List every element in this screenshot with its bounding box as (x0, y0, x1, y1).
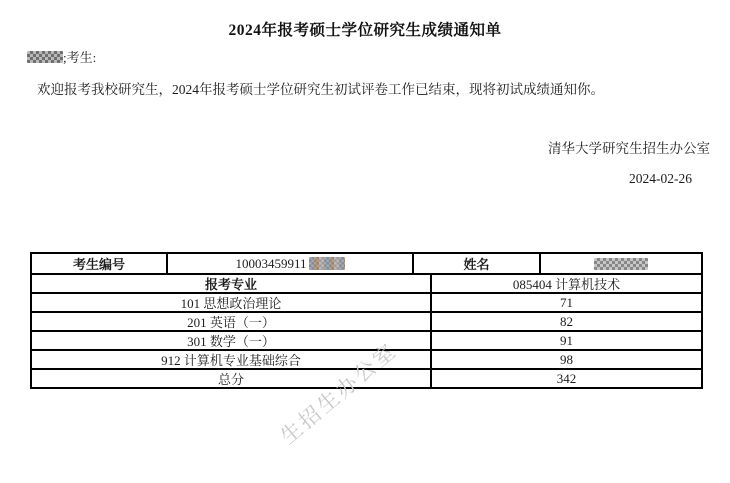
table-row-major (32, 273, 701, 292)
issuer-signature: 清华大学研究生招生办公室 (548, 141, 710, 156)
major-value: 085404 计算机技术 (430, 275, 701, 292)
major-label: 报考专业 (204, 277, 257, 292)
subject-score: 82 (430, 313, 701, 330)
salutation-text: ;考生: (63, 50, 97, 65)
exam-no-text: 10003459911 (235, 255, 307, 271)
issue-date: 2024-02-26 (629, 171, 692, 186)
table-row-english (32, 311, 701, 330)
subject-score: 91 (430, 332, 701, 349)
table-row-math (32, 330, 701, 349)
name-value (539, 254, 701, 273)
redacted-examno-mosaic (309, 257, 345, 270)
subject-name: 101 思想政治理论 (180, 296, 282, 311)
name-label: 姓名 (412, 254, 539, 273)
exam-no-value (166, 254, 412, 273)
table-row-cs-basics (32, 349, 701, 368)
score-table (30, 252, 703, 389)
subject-score: 71 (430, 294, 701, 311)
table-row-identity (32, 254, 701, 273)
total-score: 342 (430, 370, 701, 387)
redacted-name-cell-mosaic (594, 258, 648, 270)
subject-name: 912 计算机专业基础综合 (161, 353, 301, 368)
subject-name: 301 数学（一） (187, 334, 275, 349)
table-row-total (32, 368, 701, 387)
subject-name: 201 英语（一） (187, 315, 275, 330)
page-title: 2024年报考硕士学位研究生成绩通知单 (228, 22, 502, 39)
total-label: 总分 (217, 372, 244, 387)
notice-body: 欢迎报考我校研究生，2024年报考硕士学位研究生初试评卷工作已结束，现将初试成绩通知你。 (37, 82, 604, 97)
redacted-name-mosaic (27, 51, 63, 63)
diagonal-watermark: 生招生办公室 (275, 338, 402, 449)
salutation-line (27, 47, 96, 66)
subject-score: 98 (430, 351, 701, 368)
table-row-politics (32, 292, 701, 311)
exam-no-label: 考生编号 (72, 257, 125, 272)
